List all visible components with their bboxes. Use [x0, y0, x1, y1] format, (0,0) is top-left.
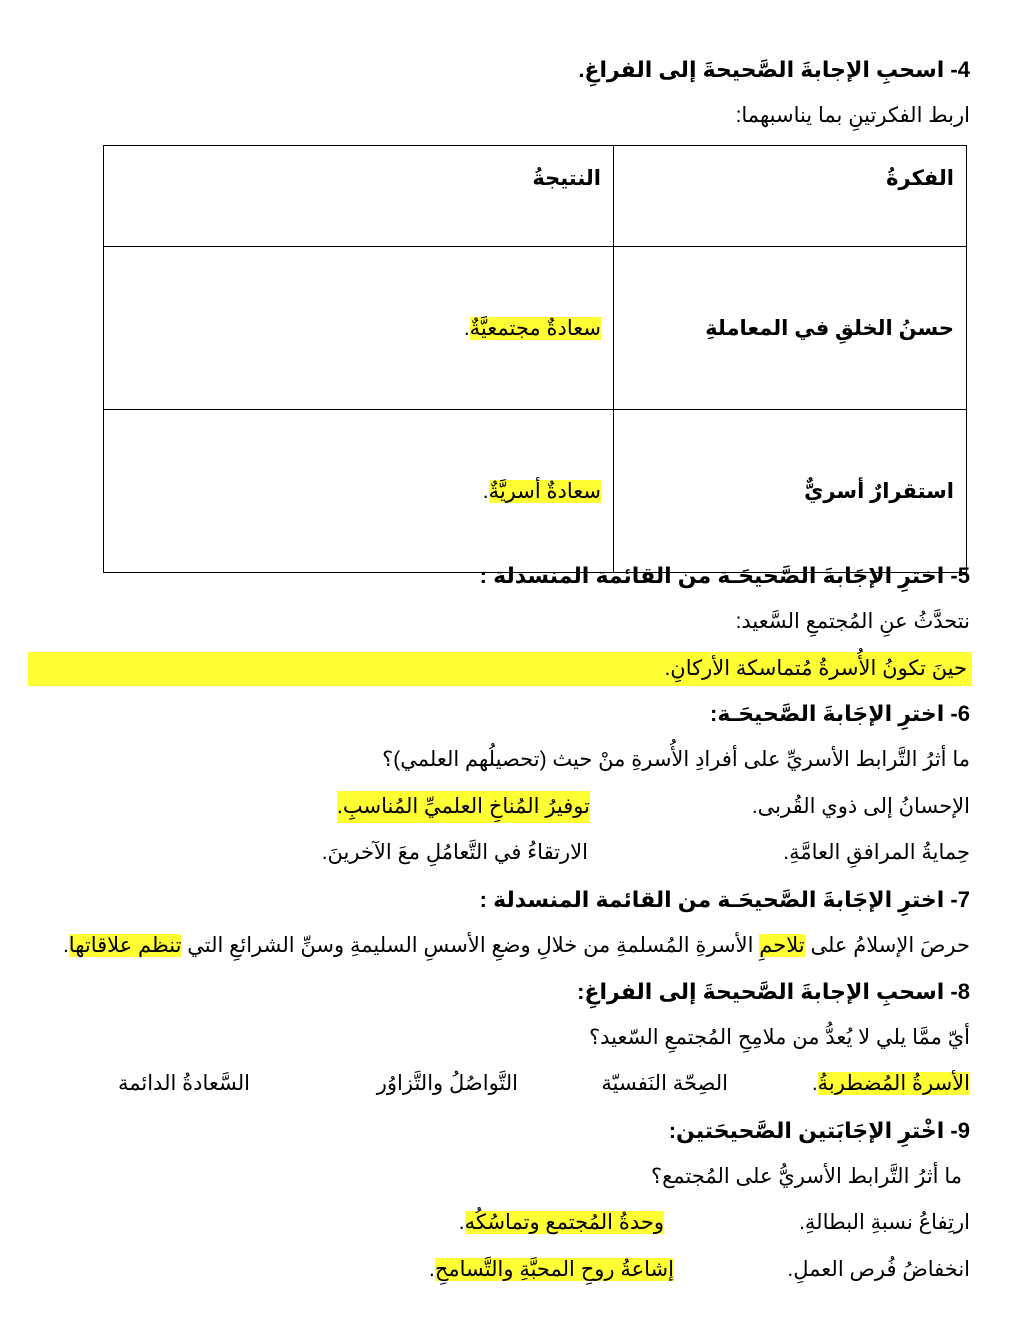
- q8-option[interactable]: التَّواصُلُ والتَّزاوُر: [376, 1072, 518, 1095]
- table-row: [104, 410, 967, 573]
- q7-dropdown-2[interactable]: تنظم علاقاتها: [68, 934, 182, 957]
- q8-option[interactable]: الصِحّة النَفسيّة: [601, 1072, 728, 1095]
- q6-option-1[interactable]: الإحسانُ إلى ذوي القُربى.: [751, 795, 970, 818]
- q6-option-3[interactable]: حِمايةُ المرافقِ العامَّةِ.: [783, 841, 970, 864]
- q9-answer-1[interactable]: وحدةُ المُجتمع وتماسُكُه.: [458, 1211, 664, 1234]
- table-row: [104, 247, 967, 410]
- dropped-answer[interactable]: سعادةٌ أسريَّةٌ: [488, 479, 601, 503]
- q8-answer-slot[interactable]: الأسرةُ المُضطربةُ.: [811, 1072, 970, 1095]
- q8-option[interactable]: السَّعادةُ الدائمة: [117, 1072, 250, 1095]
- q5-prompt: نتحدَّثُ عنِ المُجتمعِ السَّعيد:: [735, 610, 970, 633]
- q6-title: 6- اخترِ الإجَابةَ الصَّحيحَـة:: [710, 701, 970, 726]
- q8-title: 8- اسحبِ الإجابةَ الصَّحيحةَ إلى الفراغِ:: [577, 979, 970, 1004]
- q5-answer-text: حينَ تكونُ الأُسرةُ مُتماسكة الأركانِ.: [664, 657, 967, 680]
- q4-instruction: اربط الفكرتينِ بما يناسبهما:: [735, 104, 970, 127]
- q7-dropdown-1[interactable]: تلاحمِ: [759, 934, 805, 957]
- q6-option-2-selected[interactable]: توفيرُ المُناخِ العلميِّ المُناسبِ.: [337, 791, 590, 823]
- q8-dropped-answer[interactable]: الأسرةُ المُضطربةُ: [817, 1072, 970, 1095]
- table-header-row: [104, 146, 967, 247]
- q8-prompt: أيّ ممَّا يلي لا يُعدُّ من ملامِحِ المُجتمعِ السّعيد؟: [588, 1026, 970, 1049]
- q9-title: 9- اخْترِ الإجَابَتين الصَّحيحَتين:: [668, 1118, 970, 1143]
- header-result: النتيجةُ: [104, 146, 614, 247]
- dropped-answer[interactable]: سعادةٌ مجتمعيَّةٌ: [469, 316, 601, 340]
- q7-sentence: حرصَ الإسلامُ على تلاحمِ الأسرةِ المُسلمةِ من خلالِ وضعِ الأسسِ السليمةِ وسنِّ الشرائعِ التي تنظم علاقاتها.: [62, 934, 970, 957]
- result-cell[interactable]: سعادةٌ أسريَّةٌ.: [104, 410, 614, 573]
- result-cell[interactable]: سعادةٌ مجتمعيَّةٌ.: [104, 247, 614, 410]
- matching-table: [103, 145, 967, 573]
- header-idea: الفكرةُ: [614, 146, 967, 247]
- q9-option-2[interactable]: انخفاضُ فُرص العملِ.: [787, 1258, 970, 1281]
- idea-cell: استقرارٌ أسريٌّ: [614, 410, 967, 573]
- q9-prompt: ما أثرُ التَّرابط الأسريُّ على المُجتمع؟: [650, 1165, 962, 1188]
- q9-option-1[interactable]: ارتِفاعُ نسبةِ البطالةِ.: [799, 1211, 970, 1234]
- q4-title: 4- اسحبِ الإجابةَ الصَّحيحةَ إلى الفراغِ.: [578, 57, 970, 82]
- q5-dropdown-answer[interactable]: [28, 652, 972, 686]
- idea-cell: حسنُ الخلقِ في المعاملةِ: [614, 247, 967, 410]
- q7-title: 7- اخترِ الإجَابةَ الصَّحيحَـة من القائمة المنسدلة :: [479, 887, 970, 912]
- q5-title: 5- اخترِ الإجَابةَ الصَّحيحَـة من القائمة المنسدلة :: [479, 563, 970, 588]
- q9-answer-2[interactable]: إشاعةُ روحِ المحبَّةِ والتَّسامحِ.: [429, 1258, 674, 1281]
- q6-prompt: ما أثرُ التَّرابط الأسريِّ على أفرادِ الأُسرةِ منْ حيث (تحصيلُهم العلمي)؟: [382, 748, 970, 771]
- q6-option-4[interactable]: الارتقاءُ في التَّعامُلِ معَ الآخرينَ.: [321, 841, 588, 864]
